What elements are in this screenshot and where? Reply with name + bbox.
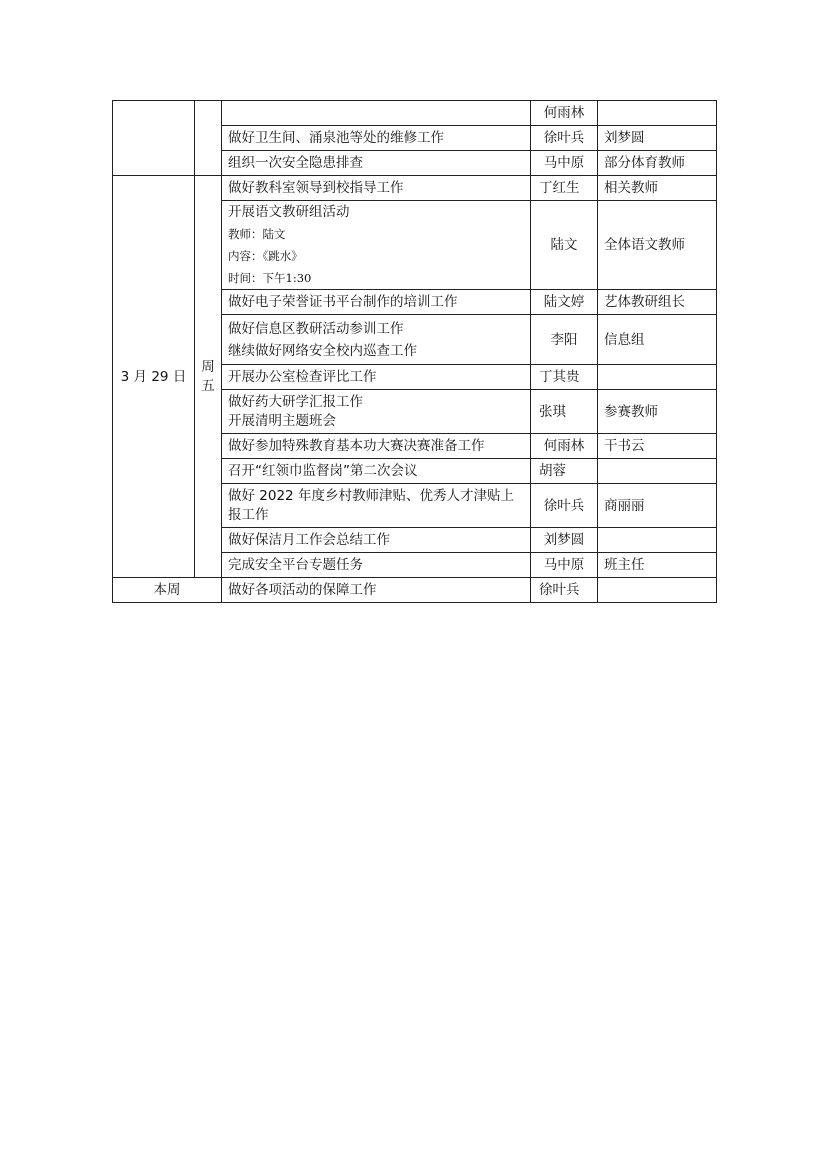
- person-cell: 何雨林: [531, 101, 598, 126]
- participants-cell: 部分体育教师: [598, 151, 717, 176]
- person-cell: 刘梦圆: [531, 528, 598, 553]
- task-line: 做好药大研学汇报工作: [228, 393, 363, 410]
- person-cell: 陆文: [531, 201, 598, 290]
- participants-cell: [598, 101, 717, 126]
- participants-cell: 班主任: [598, 553, 717, 578]
- person-cell: 徐叶兵: [531, 578, 598, 603]
- participants-cell: [598, 578, 717, 603]
- task-line: 做好信息区教研活动参训工作: [228, 320, 404, 337]
- task-line: 做好 2022 年度乡村教师津贴、优秀人才津贴上: [228, 487, 514, 504]
- participants-cell: [598, 365, 717, 390]
- task-line: 开展语文教研组活动: [228, 204, 350, 220]
- task-line: 报工作: [228, 506, 269, 523]
- date-cell-prev: [113, 101, 195, 176]
- week-label-cell: 本周: [113, 578, 222, 603]
- person-cell: 陆文婷: [531, 290, 598, 315]
- task-cell: 做好参加特殊教育基本功大赛决赛准备工作: [222, 434, 531, 459]
- schedule-table: [112, 100, 717, 603]
- task-cell: 完成安全平台专题任务: [222, 553, 531, 578]
- participants-cell: 艺体教研组长: [598, 290, 717, 315]
- task-cell: [222, 315, 531, 365]
- person-cell: 张琪: [531, 390, 598, 434]
- weekday-char: 五: [201, 377, 215, 394]
- participants-cell: [598, 528, 717, 553]
- task-detail-line: 教师：陆文: [228, 227, 286, 241]
- weekday-cell: [195, 176, 222, 578]
- participants-cell: [598, 459, 717, 484]
- participants-cell: 干书云: [598, 434, 717, 459]
- person-cell: 马中原: [531, 553, 598, 578]
- task-cell: 做好卫生间、涌泉池等处的维修工作: [222, 126, 531, 151]
- task-detail-line: 时间：下午1:30: [228, 271, 312, 285]
- task-line: 继续做好网络安全校内巡查工作: [228, 342, 417, 359]
- task-line: 开展清明主题班会: [228, 412, 336, 429]
- participants-cell: 信息组: [598, 315, 717, 365]
- participants-cell: 参赛教师: [598, 390, 717, 434]
- person-cell: 丁其贵: [531, 365, 598, 390]
- weekday-cell-prev: [195, 101, 222, 176]
- person-cell: 丁红生: [531, 176, 598, 201]
- task-cell: [222, 201, 531, 290]
- task-cell: 做好电子荣誉证书平台制作的培训工作: [222, 290, 531, 315]
- person-cell: 何雨林: [531, 434, 598, 459]
- person-cell: 徐叶兵: [531, 484, 598, 528]
- task-cell: [222, 101, 531, 126]
- table-row: [113, 176, 717, 201]
- person-cell: 胡蓉: [531, 459, 598, 484]
- table-row: [113, 101, 717, 126]
- weekday-char: 周: [201, 358, 215, 375]
- task-detail-line: 内容：《跳水》: [228, 249, 303, 263]
- task-cell: 做好教科室领导到校指导工作: [222, 176, 531, 201]
- person-cell: 徐叶兵: [531, 126, 598, 151]
- person-cell: 李阳: [531, 315, 598, 365]
- task-cell: 组织一次安全隐患排查: [222, 151, 531, 176]
- task-cell: [222, 484, 531, 528]
- participants-cell: 刘梦圆: [598, 126, 717, 151]
- participants-cell: 商丽丽: [598, 484, 717, 528]
- participants-cell: 全体语文教师: [598, 201, 717, 290]
- table-row: [113, 578, 717, 603]
- task-cell: [222, 390, 531, 434]
- person-cell: 马中原: [531, 151, 598, 176]
- task-cell: 做好各项活动的保障工作: [222, 578, 531, 603]
- task-cell: 做好保洁月工作会总结工作: [222, 528, 531, 553]
- date-cell: 3 月 29 日: [113, 176, 195, 578]
- task-cell: 召开“红领巾监督岗”第二次会议: [222, 459, 531, 484]
- task-cell: 开展办公室检查评比工作: [222, 365, 531, 390]
- participants-cell: 相关教师: [598, 176, 717, 201]
